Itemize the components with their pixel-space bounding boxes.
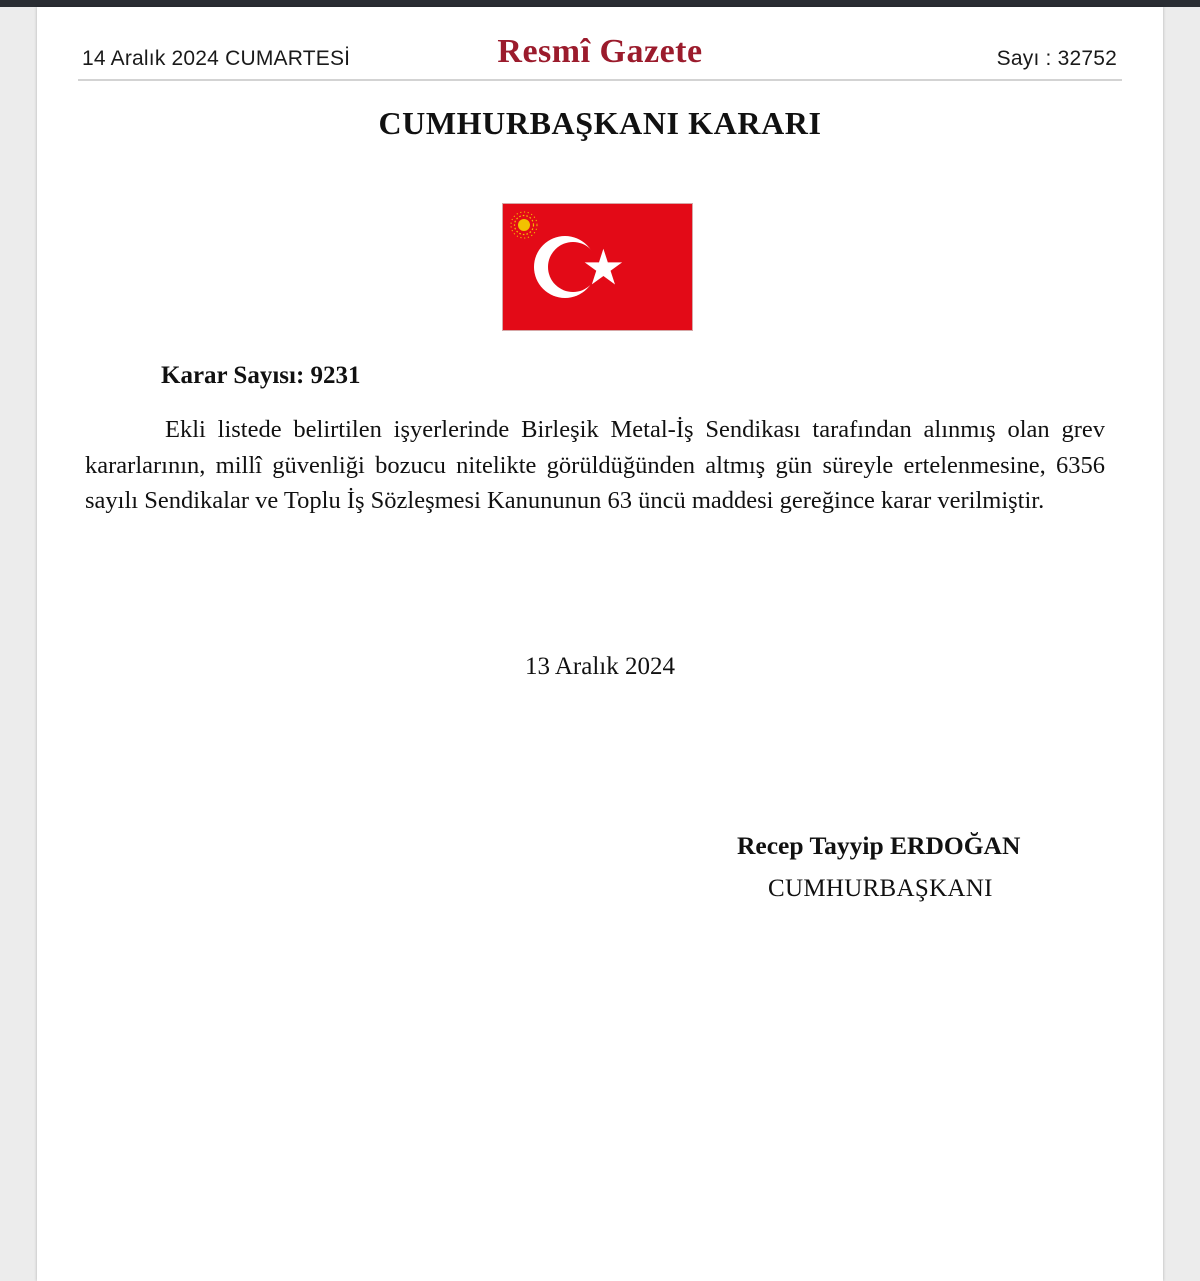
issue-date: 14 Aralık 2024 CUMARTESİ [82,47,351,70]
signer-name: Recep Tayyip ERDOĞAN [737,831,1021,860]
header-divider [78,79,1122,81]
decision-number: Karar Sayısı: 9231 [161,362,361,389]
top-bar [0,0,1200,7]
turkish-flag-icon [503,204,692,330]
document-title: CUMHURBAŞKANI KARARI [378,105,822,141]
gazette-page [37,7,1163,1281]
flag-graphic [503,204,692,330]
signer-title: CUMHURBAŞKANI [768,875,993,902]
decision-body: Ekli listede belirtilen işyerlerinde Birleşik Metal-İş Sendikası tarafından alınmış olan grev kararlarının, millî güvenliği bozucu nitelikte görüldüğünden altmış gün süreyle ertelenmesine, 6356 sayılı Sendikalar ve Toplu İş Sözleşmesi Kanununun 63 üncü maddesi gereğince karar verilmiştir. [85,416,1105,514]
masthead-title: Resmî Gazete [497,33,703,70]
issue-number: Sayı : 32752 [996,47,1117,70]
signing-date: 13 Aralık 2024 [525,653,675,680]
